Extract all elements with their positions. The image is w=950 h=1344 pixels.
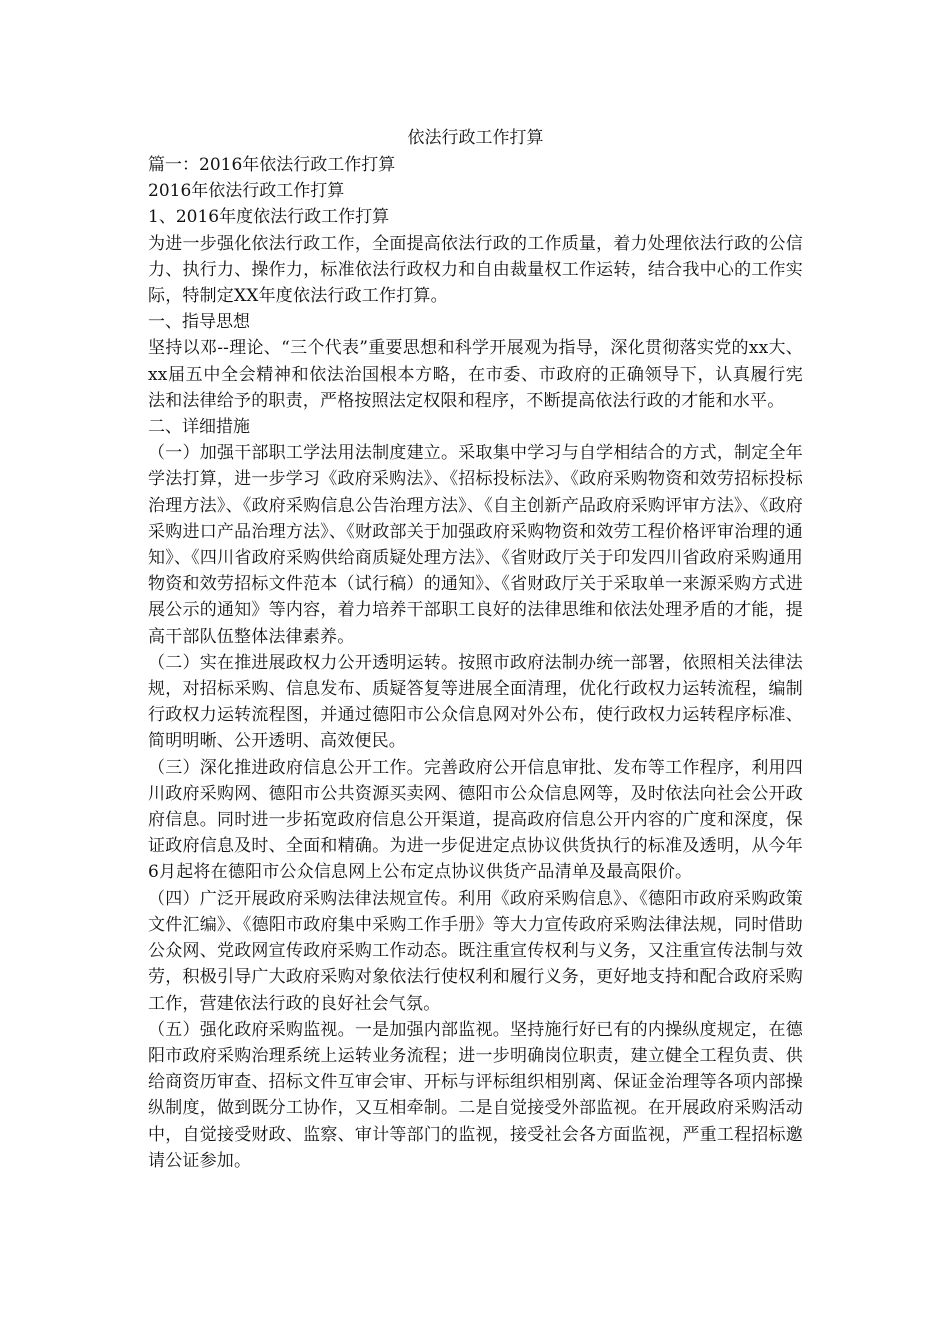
heading-detailed-measures: 二、详细措施 [148, 417, 250, 438]
document-title: 依法行政工作打算 [407, 128, 544, 148]
measure-paragraph-4: （四）广泛开展政府采购法律法规宣传。利用《政府采购信息》、《德阳市政府采购政策文件汇编》、《德阳市政府集中采购工作手册》等大力宣传政府采购法律法规，同时借助公众网、党政网宣传政府采购工作动态。既注重宣传权利与义务，又注重宣传法制与效劳，积极引导广大政府采购对象依法行使权利和履行义务，更好地支持和配合政府采购工作，营建依法行政的良好社会气氛。 [148, 888, 803, 1014]
measure-paragraph-5: （五）强化政府采购监视。一是加强内部监视。坚持施行好已有的内操纵度规定，在德阳市政府采购治理系统上运转业务流程；进一步明确岗位职责，建立健全工程负责、供给商资历审查、招标文件互审会审、开标与评标组织相别离、保证金治理等各项内部操纵制度，做到既分工协作，又互相牵制。二是自觉接受外部监视。在开展政府采购活动中，自觉接受财政、监察、审计等部门的监视，接受社会各方面监视，严重工程招标邀请公证参加。 [148, 1019, 803, 1171]
intro-paragraph: 为进一步强化依法行政工作，全面提高依法行政的工作质量，着力处理依法行政的公信力、执行力、操作力，标准依法行政权力和自由裁量权工作运转，结合我中心的工作实际，特制定XX年度依法行政工作打算。 [148, 233, 803, 307]
measure-paragraph-2: （二）实在推进展政权力公开透明运转。按照市政府法制办统一部署，依照相关法律法规，对招标采购、信息发布、质疑答复等进展全面清理，优化行政权力运转流程，编制行政权力运转流程图，并通过德阳市公众信息网对外公布，使行政权力运转程序标准、简明明晰、公开透明、高效便民。 [148, 652, 803, 752]
guiding-ideology-paragraph: 坚持以邓--理论、“三个代表”重要思想和科学开展观为指导，深化贯彻落实党的xx大、xx届五中全会精神和依法治国根本方略，在市委、市政府的正确领导下，认真履行宪法和法律给予的职责，严格按照法定权限和程序，不断提高依法行政的才能和水平。 [148, 338, 803, 411]
document-page [148, 124, 803, 1174]
measure-paragraph-1: （一）加强干部职工学法用法制度建立。采取集中学习与自学相结合的方式，制定全年学法打算，进一步学习《政府采购法》、《招标投标法》、《政府采购物资和效劳招标投标治理方法》、《政府采购信息公告治理方法》、《自主创新产品政府采购评审方法》、《政府采购进口产品治理方法》、《财政部关于加强政府采购物资和效劳工程价格评审治理的通知》、《四川省政府采购供给商质疑处理方法》、《省财政厅关于印发四川省政府采购通用物资和效劳招标文件范本（试行稿）的通知》、《省财政厅关于采取单一来源采购方式进展公示的通知》等内容，着力培养干部职工良好的法律思维和依法处理矛盾的才能，提高干部队伍整体法律素养。 [148, 443, 803, 647]
item-heading: 1、2016年度依法行政工作打算 [148, 207, 390, 228]
heading-guiding-ideology: 一、指导思想 [148, 312, 250, 333]
document-subtitle: 2016年依法行政工作打算 [148, 181, 345, 202]
measure-paragraph-3: （三）深化推进政府信息公开工作。完善政府公开信息审批、发布等工作程序，利用四川政府采购网、德阳市公共资源买卖网、德阳市公众信息网等，及时依法向社会公开政府信息。同时进一步拓宽政府信息公开渠道，提高政府信息公开内容的广度和深度，保证政府信息及时、全面和精确。为进一步促进定点协议供货执行的标准及透明，从今年6月起将在德阳市公众信息网上公布定点协议供货产品清单及最高限价。 [148, 757, 803, 883]
section-heading: 篇一：2016年依法行政工作打算 [148, 155, 396, 175]
